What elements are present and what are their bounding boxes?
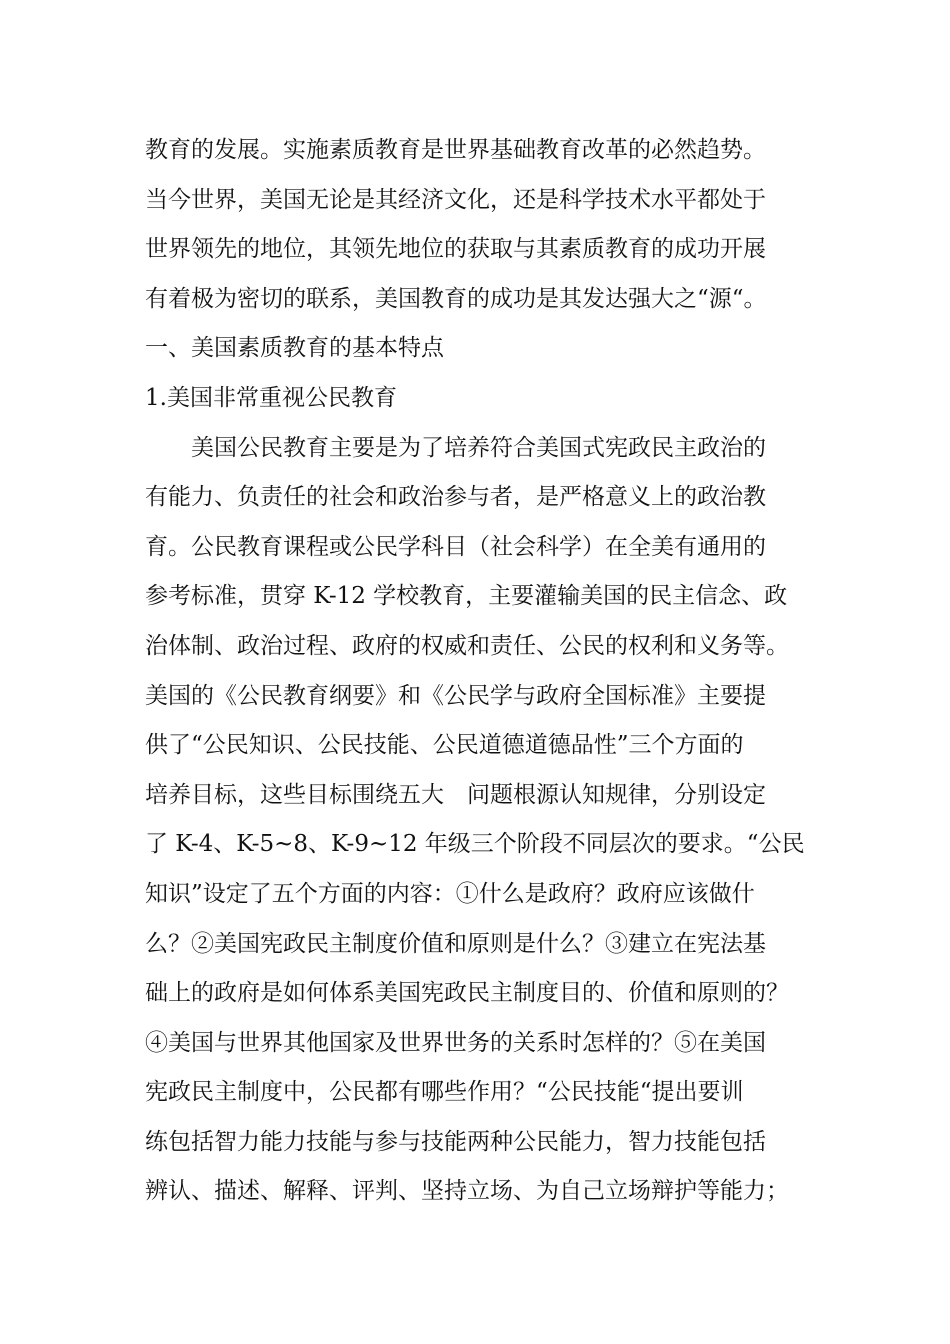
paragraph-first-line: 美国公民教育主要是为了培养符合美国式宪政民主政治的 (191, 434, 766, 461)
paragraph-line: 供了“公民知识、公民技能、公民道德道德品性”三个方面的 (145, 732, 744, 759)
paragraph-line: 育。公民教育课程或公民学科目（社会科学）在全美有通用的 (145, 533, 766, 560)
paragraph-line: 宪政民主制度中，公民都有哪些作用？“公民技能“提出要训 (145, 1079, 744, 1106)
paragraph-line: 当今世界，美国无论是其经济文化，还是科学技术水平都处于 (145, 186, 766, 213)
paragraph-line: 世界领先的地位，其领先地位的获取与其素质教育的成功开展 (145, 236, 766, 263)
paragraph-line: 础上的政府是如何体系美国宪政民主制度目的、价值和原则的？ (145, 980, 789, 1007)
paragraph-line: 美国的《公民教育纲要》和《公民学与政府全国标准》主要提 (145, 682, 766, 709)
paragraph-line: 了 K-4、K-5~8、K-9~12 年级三个阶段不同层次的要求。“公民 (145, 831, 805, 858)
paragraph-line: 治体制、政治过程、政府的权威和责任、公民的权利和义务等。 (145, 632, 789, 659)
body-text (145, 126, 825, 1217)
paragraph-line: 教育的发展。实施素质教育是世界基础教育改革的必然趋势。 (145, 137, 766, 163)
paragraph-line: 么？②美国宪政民主制度价值和原则是什么？③建立在宪法基 (145, 930, 766, 957)
section-heading: 一、美国素质教育的基本特点 (145, 335, 444, 362)
paragraph-line: 辨认、描述、解释、评判、坚持立场、为自己立场辩护等能力； (145, 1178, 789, 1205)
paragraph-line: 有能力、负责任的社会和政治参与者，是严格意义上的政治教 (145, 484, 766, 511)
subsection-heading: 1.美国非常重视公民教育 (145, 384, 397, 411)
paragraph-line: 有着极为密切的联系，美国教育的成功是其发达强大之“源“。 (145, 285, 767, 312)
paragraph-line: 练包括智力能力技能与参与技能两种公民能力，智力技能包括 (145, 1128, 766, 1155)
paragraph-line: 培养目标，这些目标围绕五大 问题根源认知规律，分别设定 (145, 781, 766, 808)
paragraph-line: 参考标准，贯穿 K-12 学校教育，主要灌输美国的民主信念、政 (145, 583, 788, 610)
paragraph-line: 知识”设定了五个方面的内容：①什么是政府？政府应该做什 (145, 880, 755, 907)
paragraph-line: ④美国与世界其他国家及世界世务的关系时怎样的？⑤在美国 (145, 1029, 766, 1056)
